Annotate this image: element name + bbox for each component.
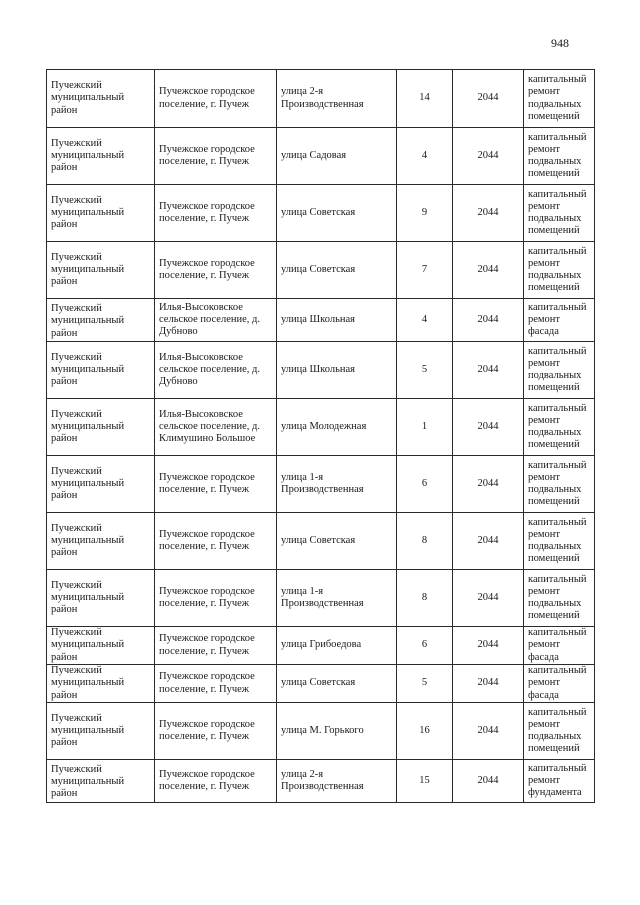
table-row bbox=[47, 570, 595, 627]
district-cell: Пучежский муниципальный район bbox=[47, 342, 155, 399]
work-type-cell: капитальный ремонт подвальных помещений bbox=[524, 513, 595, 570]
district-cell: Пучежский муниципальный район bbox=[47, 703, 155, 760]
year-cell: 2044 bbox=[453, 627, 524, 665]
house-number-cell: 14 bbox=[397, 70, 453, 128]
street-cell: улица Грибоедова bbox=[277, 627, 397, 665]
district-cell: Пучежский муниципальный район bbox=[47, 185, 155, 242]
work-type-cell: капитальный ремонт подвальных помещений bbox=[524, 185, 595, 242]
work-type-cell: капитальный ремонт фасада bbox=[524, 627, 595, 665]
street-cell: улица Советская bbox=[277, 242, 397, 299]
district-cell: Пучежский муниципальный район bbox=[47, 570, 155, 627]
house-number-cell: 4 bbox=[397, 128, 453, 185]
settlement-cell: Пучежское городское поселение, г. Пучеж bbox=[155, 456, 277, 513]
year-cell: 2044 bbox=[453, 185, 524, 242]
repair-schedule-table bbox=[46, 69, 595, 803]
table-row bbox=[47, 399, 595, 456]
table-row bbox=[47, 70, 595, 128]
year-cell: 2044 bbox=[453, 399, 524, 456]
street-cell: улица Школьная bbox=[277, 299, 397, 342]
district-cell: Пучежский муниципальный район bbox=[47, 760, 155, 803]
work-type-cell: капитальный ремонт фасада bbox=[524, 299, 595, 342]
work-type-cell: капитальный ремонт подвальных помещений bbox=[524, 242, 595, 299]
street-cell: улица Советская bbox=[277, 185, 397, 242]
work-type-cell: капитальный ремонт подвальных помещений bbox=[524, 570, 595, 627]
district-cell: Пучежский муниципальный район bbox=[47, 627, 155, 665]
settlement-cell: Пучежское городское поселение, г. Пучеж bbox=[155, 760, 277, 803]
house-number-cell: 9 bbox=[397, 185, 453, 242]
house-number-cell: 15 bbox=[397, 760, 453, 803]
year-cell: 2044 bbox=[453, 342, 524, 399]
house-number-cell: 6 bbox=[397, 456, 453, 513]
table-row bbox=[47, 760, 595, 803]
table-row bbox=[47, 456, 595, 513]
table-row bbox=[47, 627, 595, 665]
work-type-cell: капитальный ремонт подвальных помещений bbox=[524, 342, 595, 399]
settlement-cell: Пучежское городское поселение, г. Пучеж bbox=[155, 242, 277, 299]
work-type-cell: капитальный ремонт подвальных помещений bbox=[524, 128, 595, 185]
district-cell: Пучежский муниципальный район bbox=[47, 128, 155, 185]
street-cell: улица Школьная bbox=[277, 342, 397, 399]
year-cell: 2044 bbox=[453, 665, 524, 703]
house-number-cell: 6 bbox=[397, 627, 453, 665]
district-cell: Пучежский муниципальный район bbox=[47, 242, 155, 299]
year-cell: 2044 bbox=[453, 760, 524, 803]
work-type-cell: капитальный ремонт фасада bbox=[524, 665, 595, 703]
year-cell: 2044 bbox=[453, 570, 524, 627]
street-cell: улица 2-я Производственная bbox=[277, 70, 397, 128]
district-cell: Пучежский муниципальный район bbox=[47, 513, 155, 570]
street-cell: улица Садовая bbox=[277, 128, 397, 185]
street-cell: улица 2-я Производственная bbox=[277, 760, 397, 803]
house-number-cell: 8 bbox=[397, 513, 453, 570]
street-cell: улица 1-я Производственная bbox=[277, 570, 397, 627]
year-cell: 2044 bbox=[453, 703, 524, 760]
district-cell: Пучежский муниципальный район bbox=[47, 299, 155, 342]
street-cell: улица 1-я Производственная bbox=[277, 456, 397, 513]
table-row bbox=[47, 242, 595, 299]
settlement-cell: Илья-Высоковское сельское поселение, д. Дубново bbox=[155, 342, 277, 399]
settlement-cell: Пучежское городское поселение, г. Пучеж bbox=[155, 513, 277, 570]
table-row bbox=[47, 665, 595, 703]
table-row bbox=[47, 513, 595, 570]
district-cell: Пучежский муниципальный район bbox=[47, 456, 155, 513]
district-cell: Пучежский муниципальный район bbox=[47, 399, 155, 456]
settlement-cell: Пучежское городское поселение, г. Пучеж bbox=[155, 665, 277, 703]
settlement-cell: Пучежское городское поселение, г. Пучеж bbox=[155, 70, 277, 128]
work-type-cell: капитальный ремонт подвальных помещений bbox=[524, 70, 595, 128]
page-number: 948 bbox=[551, 36, 569, 50]
work-type-cell: капитальный ремонт фундамента bbox=[524, 760, 595, 803]
house-number-cell: 1 bbox=[397, 399, 453, 456]
street-cell: улица Советская bbox=[277, 665, 397, 703]
district-cell: Пучежский муниципальный район bbox=[47, 665, 155, 703]
year-cell: 2044 bbox=[453, 299, 524, 342]
settlement-cell: Пучежское городское поселение, г. Пучеж bbox=[155, 627, 277, 665]
year-cell: 2044 bbox=[453, 242, 524, 299]
year-cell: 2044 bbox=[453, 128, 524, 185]
house-number-cell: 5 bbox=[397, 665, 453, 703]
year-cell: 2044 bbox=[453, 456, 524, 513]
house-number-cell: 7 bbox=[397, 242, 453, 299]
settlement-cell: Пучежское городское поселение, г. Пучеж bbox=[155, 703, 277, 760]
settlement-cell: Илья-Высоковское сельское поселение, д. Климушино Большое bbox=[155, 399, 277, 456]
table-row bbox=[47, 185, 595, 242]
work-type-cell: капитальный ремонт подвальных помещений bbox=[524, 456, 595, 513]
settlement-cell: Пучежское городское поселение, г. Пучеж bbox=[155, 570, 277, 627]
work-type-cell: капитальный ремонт подвальных помещений bbox=[524, 703, 595, 760]
house-number-cell: 5 bbox=[397, 342, 453, 399]
house-number-cell: 16 bbox=[397, 703, 453, 760]
year-cell: 2044 bbox=[453, 513, 524, 570]
house-number-cell: 8 bbox=[397, 570, 453, 627]
district-cell: Пучежский муниципальный район bbox=[47, 70, 155, 128]
year-cell: 2044 bbox=[453, 70, 524, 128]
table-row bbox=[47, 342, 595, 399]
settlement-cell: Илья-Высоковское сельское поселение, д. Дубново bbox=[155, 299, 277, 342]
settlement-cell: Пучежское городское поселение, г. Пучеж bbox=[155, 185, 277, 242]
table-row bbox=[47, 128, 595, 185]
work-type-cell: капитальный ремонт подвальных помещений bbox=[524, 399, 595, 456]
table-row bbox=[47, 703, 595, 760]
table-row bbox=[47, 299, 595, 342]
house-number-cell: 4 bbox=[397, 299, 453, 342]
street-cell: улица Молодежная bbox=[277, 399, 397, 456]
settlement-cell: Пучежское городское поселение, г. Пучеж bbox=[155, 128, 277, 185]
street-cell: улица Советская bbox=[277, 513, 397, 570]
street-cell: улица М. Горького bbox=[277, 703, 397, 760]
